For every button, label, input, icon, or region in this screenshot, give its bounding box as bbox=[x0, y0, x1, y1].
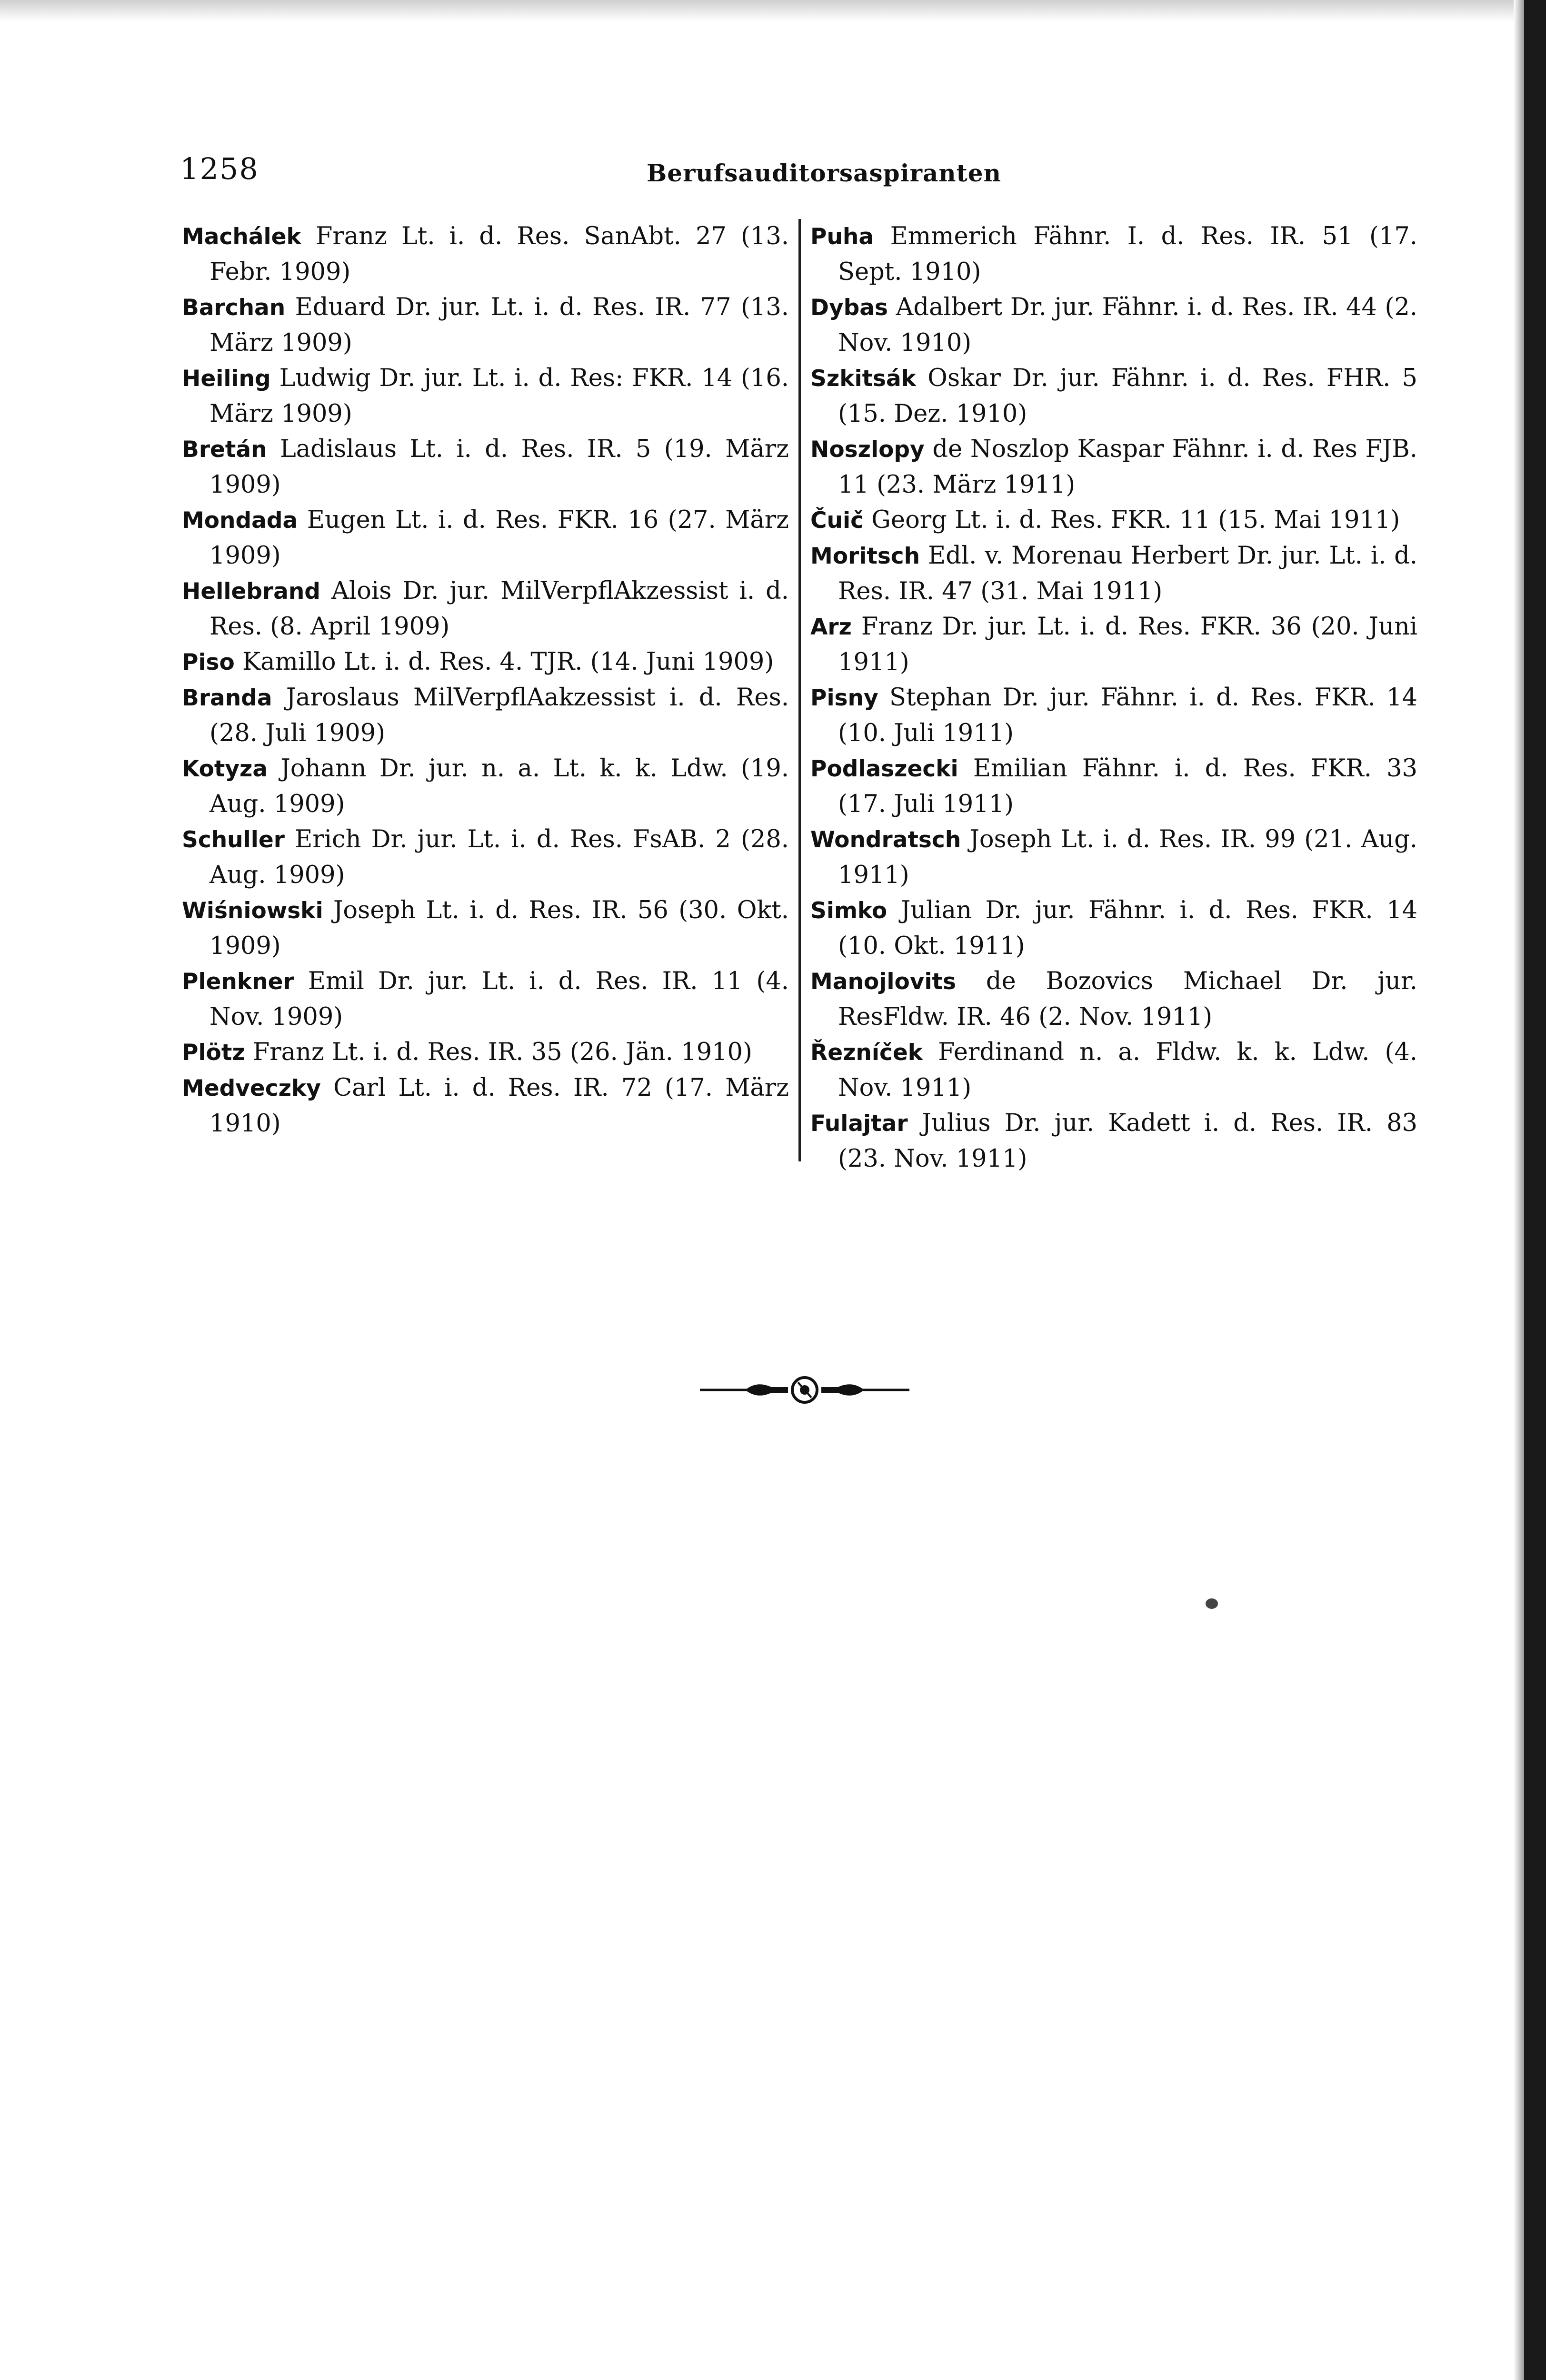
entry-details: Adalbert Dr. jur. Fähnr. i. d. Res. IR. 44 (2. Nov. 1910) bbox=[838, 293, 1418, 357]
entry-surname: Kotyza bbox=[182, 756, 268, 782]
entry-surname: Moritsch bbox=[810, 543, 920, 569]
entry-surname: Noszlopy bbox=[810, 436, 925, 463]
list-item bbox=[810, 1106, 1417, 1177]
list-item bbox=[182, 645, 789, 680]
list-item bbox=[182, 574, 789, 645]
entry-surname: Schuller bbox=[182, 827, 285, 853]
entry-details: de Bozovics Michael Dr. jur. ResFldw. IR. 46 (2. Nov. 1911) bbox=[838, 967, 1417, 1031]
entry-details: Georg Lt. i. d. Res. FKR. 11 (15. Mai 1911) bbox=[871, 506, 1400, 534]
entry-surname: Wiśniowski bbox=[182, 898, 323, 924]
entry-surname: Heiling bbox=[182, 366, 271, 392]
right-column bbox=[810, 219, 1417, 1177]
entry-surname: Machálek bbox=[182, 224, 301, 250]
list-item bbox=[810, 964, 1417, 1035]
list-item bbox=[810, 1035, 1417, 1106]
list-item bbox=[810, 822, 1417, 893]
list-item bbox=[810, 432, 1417, 503]
list-item bbox=[810, 893, 1417, 964]
list-item bbox=[810, 538, 1417, 609]
entry-details: Franz Lt. i. d. Res. SanAbt. 27 (13. Febr. 1909) bbox=[209, 222, 789, 286]
list-item bbox=[182, 822, 789, 893]
entry-surname: Szkitsák bbox=[810, 366, 916, 392]
list-item bbox=[182, 432, 789, 503]
list-item bbox=[810, 290, 1417, 361]
entry-details: Julian Dr. jur. Fähnr. i. d. Res. FKR. 14 (10. Okt. 1911) bbox=[838, 896, 1417, 960]
entry-details: Ludwig Dr. jur. Lt. i. d. Res: FKR. 14 (16. März 1909) bbox=[209, 364, 789, 428]
ornament-divider-icon bbox=[700, 1371, 909, 1409]
list-item bbox=[182, 751, 789, 822]
entry-details: Eduard Dr. jur. Lt. i. d. Res. IR. 77 (13. März 1909) bbox=[209, 293, 789, 357]
running-head: Berufsauditorsaspiranten bbox=[647, 159, 1001, 187]
entry-details: Jaroslaus MilVerpflAakzessist i. d. Res. (28. Juli 1909) bbox=[209, 684, 789, 747]
entry-surname: Hellebrand bbox=[182, 578, 320, 605]
page-header bbox=[180, 151, 1437, 189]
list-item bbox=[182, 1071, 789, 1141]
entry-details: Ladislaus Lt. i. d. Res. IR. 5 (19. März 1909) bbox=[209, 435, 789, 499]
ink-speck bbox=[1206, 1598, 1218, 1609]
entry-details: Ferdinand n. a. Fldw. k. k. Ldw. (4. Nov. 1911) bbox=[838, 1038, 1417, 1102]
list-item bbox=[182, 680, 789, 751]
entry-details: Edl. v. Morenau Herbert Dr. jur. Lt. i. d. Res. IR. 47 (31. Mai 1911) bbox=[838, 542, 1417, 605]
list-item bbox=[810, 680, 1417, 751]
entry-surname: Piso bbox=[182, 649, 235, 675]
entry-surname: Medveczky bbox=[182, 1075, 321, 1101]
page-number: 1258 bbox=[180, 151, 259, 186]
entry-details: Oskar Dr. jur. Fähnr. i. d. Res. FHR. 5 (15. Dez. 1910) bbox=[838, 364, 1417, 428]
entry-surname: Dybas bbox=[810, 295, 888, 321]
list-item bbox=[182, 219, 789, 290]
entry-surname: Fulajtar bbox=[810, 1111, 908, 1137]
entry-details: Joseph Lt. i. d. Res. IR. 99 (21. Aug. 1911) bbox=[838, 825, 1417, 889]
entry-surname: Barchan bbox=[182, 295, 286, 321]
list-item bbox=[182, 964, 789, 1035]
entry-surname: Mondada bbox=[182, 507, 298, 534]
entry-surname: Plenkner bbox=[182, 969, 294, 995]
entry-surname: Plötz bbox=[182, 1040, 245, 1066]
list-item bbox=[182, 290, 789, 361]
entry-details: Erich Dr. jur. Lt. i. d. Res. FsAB. 2 (28. Aug. 1909) bbox=[209, 825, 789, 889]
entry-details: Johann Dr. jur. n. a. Lt. k. k. Ldw. (19. Aug. 1909) bbox=[209, 754, 789, 818]
entry-surname: Manojlovits bbox=[810, 969, 956, 995]
entry-surname: Branda bbox=[182, 685, 272, 711]
entry-surname: Pisny bbox=[810, 685, 878, 711]
entry-columns bbox=[182, 219, 1429, 1200]
entry-details: de Noszlop Kaspar Fähnr. i. d. Res FJB. 11 (23. März 1911) bbox=[838, 435, 1417, 499]
entry-surname: Bretán bbox=[182, 436, 267, 463]
entry-details: Eugen Lt. i. d. Res. FKR. 16 (27. März 1909) bbox=[209, 506, 789, 570]
entry-surname: Puha bbox=[810, 224, 874, 250]
entry-details: Franz Lt. i. d. Res. IR. 35 (26. Jän. 1910) bbox=[252, 1038, 752, 1066]
entry-details: Kamillo Lt. i. d. Res. 4. TJR. (14. Juni 1909) bbox=[242, 648, 774, 676]
entry-details: Emmerich Fähnr. I. d. Res. IR. 51 (17. Sept. 1910) bbox=[838, 222, 1417, 286]
entry-surname: Řezníček bbox=[810, 1040, 923, 1066]
list-item bbox=[182, 893, 789, 964]
left-column bbox=[182, 219, 789, 1141]
entry-details: Emilian Fähnr. i. d. Res. FKR. 33 (17. Juli 1911) bbox=[838, 754, 1417, 818]
entry-details: Carl Lt. i. d. Res. IR. 72 (17. März 1910) bbox=[209, 1074, 789, 1138]
entry-surname: Čuič bbox=[810, 507, 864, 534]
page-binding-edge bbox=[1514, 0, 1524, 2380]
entry-details: Emil Dr. jur. Lt. i. d. Res. IR. 11 (4. Nov. 1909) bbox=[209, 967, 789, 1031]
entry-details: Julius Dr. jur. Kadett i. d. Res. IR. 83 (23. Nov. 1911) bbox=[838, 1109, 1417, 1173]
page-top-edge bbox=[0, 0, 1524, 22]
list-item bbox=[182, 1035, 789, 1071]
list-item bbox=[182, 503, 789, 574]
entry-details: Alois Dr. jur. MilVerpflAkzessist i. d. Res. (8. April 1909) bbox=[209, 577, 789, 641]
list-item bbox=[810, 219, 1417, 290]
entry-surname: Wondratsch bbox=[810, 827, 961, 853]
list-item bbox=[810, 609, 1417, 680]
list-item bbox=[810, 361, 1417, 432]
list-item bbox=[182, 361, 789, 432]
entry-surname: Podlaszecki bbox=[810, 756, 958, 782]
entry-details: Franz Dr. jur. Lt. i. d. Res. FKR. 36 (20. Juni 1911) bbox=[838, 613, 1417, 676]
entry-details: Stephan Dr. jur. Fähnr. i. d. Res. FKR. 14 (10. Juli 1911) bbox=[838, 684, 1417, 747]
list-item bbox=[810, 503, 1417, 538]
column-divider bbox=[798, 219, 801, 1161]
entry-surname: Simko bbox=[810, 898, 888, 924]
entry-surname: Arz bbox=[810, 614, 852, 640]
list-item bbox=[810, 751, 1417, 822]
entry-details: Joseph Lt. i. d. Res. IR. 56 (30. Okt. 1909) bbox=[209, 896, 789, 960]
